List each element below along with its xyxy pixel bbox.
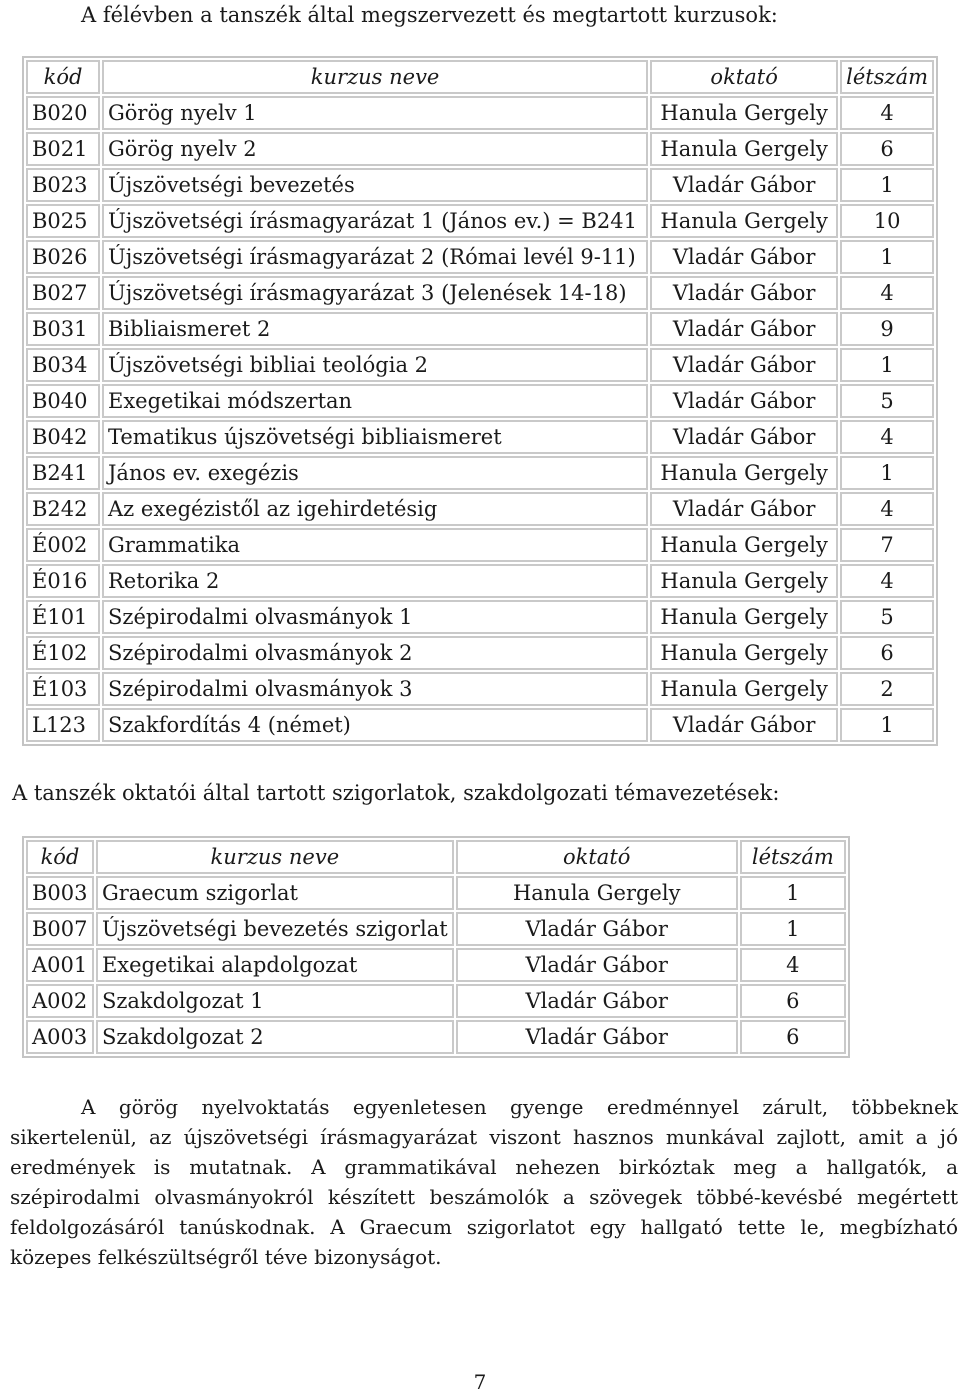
cell-headcount: 1 xyxy=(740,876,846,910)
cell-code: B026 xyxy=(26,240,100,274)
cell-headcount: 6 xyxy=(840,636,934,670)
cell-course-name: Görög nyelv 1 xyxy=(102,96,648,130)
cell-instructor: Vladár Gábor xyxy=(650,492,838,526)
column-header-instructor: oktató xyxy=(456,840,738,874)
table-row xyxy=(26,312,934,346)
table-row xyxy=(26,948,846,982)
cell-code: B020 xyxy=(26,96,100,130)
cell-code: É016 xyxy=(26,564,100,598)
cell-course-name: Szépirodalmi olvasmányok 2 xyxy=(102,636,648,670)
cell-instructor: Hanula Gergely xyxy=(650,456,838,490)
summary-paragraph xyxy=(10,1092,958,1272)
cell-course-name: Szépirodalmi olvasmányok 3 xyxy=(102,672,648,706)
cell-code: B025 xyxy=(26,204,100,238)
cell-headcount: 4 xyxy=(840,492,934,526)
table-row xyxy=(26,636,934,670)
table-row xyxy=(26,600,934,634)
cell-headcount: 5 xyxy=(840,600,934,634)
cell-headcount: 4 xyxy=(840,276,934,310)
cell-code: É102 xyxy=(26,636,100,670)
cell-course-name: János ev. exegézis xyxy=(102,456,648,490)
table-row xyxy=(26,240,934,274)
column-header-headcount: létszám xyxy=(740,840,846,874)
table-row xyxy=(26,132,934,166)
table-row xyxy=(26,564,934,598)
table-row xyxy=(26,492,934,526)
table-row xyxy=(26,168,934,202)
cell-course-name: Újszövetségi írásmagyarázat 1 (János ev.) = B241 xyxy=(102,204,648,238)
cell-instructor: Vladár Gábor xyxy=(650,348,838,382)
summary-text: A görög nyelvoktatás egyenletesen gyenge eredménnyel zárult, többeknek sikertelenül, az újszövetségi írásmagyarázat viszont hasznos munkával zajlott, amit a jó eredmények is mutatnak. A grammatikával nehezen birkóztak meg a hallgatók, a szépirodalmi olvasmányokról készített beszámolók a szövegek többé-kevésbé megértett feldolgozásáról tanúskodnak. A Graecum szigorlatot egy hallgató tette le, megbízható közepes felkészültségről téve bizonyságot. xyxy=(10,1095,958,1269)
page-number: 7 xyxy=(473,1370,487,1394)
cell-headcount: 1 xyxy=(840,240,934,274)
section-heading-courses: A félévben a tanszék által megszervezett és megtartott kurzusok: xyxy=(81,3,778,27)
exams-table xyxy=(22,836,850,1058)
cell-instructor: Hanula Gergely xyxy=(650,636,838,670)
cell-instructor: Hanula Gergely xyxy=(456,876,738,910)
cell-course-name: Újszövetségi bibliai teológia 2 xyxy=(102,348,648,382)
cell-code: L123 xyxy=(26,708,100,742)
cell-code: A001 xyxy=(26,948,94,982)
cell-code: B031 xyxy=(26,312,100,346)
cell-headcount: 1 xyxy=(740,912,846,946)
table-row xyxy=(26,912,846,946)
table-row xyxy=(26,984,846,1018)
cell-headcount: 9 xyxy=(840,312,934,346)
cell-headcount: 1 xyxy=(840,456,934,490)
cell-course-name: Graecum szigorlat xyxy=(96,876,454,910)
cell-course-name: Újszövetségi írásmagyarázat 2 (Római levél 9-11) xyxy=(102,240,648,274)
cell-headcount: 4 xyxy=(840,96,934,130)
cell-instructor: Vladár Gábor xyxy=(650,168,838,202)
cell-course-name: Görög nyelv 2 xyxy=(102,132,648,166)
cell-instructor: Vladár Gábor xyxy=(456,984,738,1018)
cell-course-name: Újszövetségi bevezetés szigorlat xyxy=(96,912,454,946)
table-row xyxy=(26,348,934,382)
cell-instructor: Hanula Gergely xyxy=(650,96,838,130)
cell-headcount: 6 xyxy=(840,132,934,166)
cell-instructor: Vladár Gábor xyxy=(456,948,738,982)
cell-instructor: Hanula Gergely xyxy=(650,672,838,706)
cell-instructor: Vladár Gábor xyxy=(456,1020,738,1054)
table-row xyxy=(26,384,934,418)
cell-code: É002 xyxy=(26,528,100,562)
table-row xyxy=(26,96,934,130)
cell-headcount: 1 xyxy=(840,168,934,202)
column-header-course-name: kurzus neve xyxy=(96,840,454,874)
cell-course-name: Szakfordítás 4 (német) xyxy=(102,708,648,742)
cell-course-name: Exegetikai alapdolgozat xyxy=(96,948,454,982)
cell-course-name: Szakdolgozat 1 xyxy=(96,984,454,1018)
courses-table xyxy=(22,56,938,746)
cell-headcount: 6 xyxy=(740,984,846,1018)
cell-headcount: 4 xyxy=(840,564,934,598)
cell-headcount: 7 xyxy=(840,528,934,562)
cell-headcount: 2 xyxy=(840,672,934,706)
cell-instructor: Vladár Gábor xyxy=(650,312,838,346)
table-row xyxy=(26,276,934,310)
table-row xyxy=(26,672,934,706)
cell-instructor: Vladár Gábor xyxy=(456,912,738,946)
cell-instructor: Hanula Gergely xyxy=(650,528,838,562)
column-header-code: kód xyxy=(26,840,94,874)
cell-instructor: Hanula Gergely xyxy=(650,600,838,634)
cell-headcount: 4 xyxy=(740,948,846,982)
cell-code: É101 xyxy=(26,600,100,634)
column-header-code: kód xyxy=(26,60,100,94)
cell-code: A003 xyxy=(26,1020,94,1054)
cell-code: B021 xyxy=(26,132,100,166)
cell-course-name: Exegetikai módszertan xyxy=(102,384,648,418)
cell-code: B242 xyxy=(26,492,100,526)
table-row xyxy=(26,876,846,910)
cell-instructor: Vladár Gábor xyxy=(650,420,838,454)
cell-course-name: Tematikus újszövetségi bibliaismeret xyxy=(102,420,648,454)
table-row xyxy=(26,528,934,562)
cell-code: A002 xyxy=(26,984,94,1018)
cell-headcount: 1 xyxy=(840,708,934,742)
column-header-instructor: oktató xyxy=(650,60,838,94)
cell-code: É103 xyxy=(26,672,100,706)
cell-code: B241 xyxy=(26,456,100,490)
table-row xyxy=(26,204,934,238)
cell-headcount: 1 xyxy=(840,348,934,382)
cell-course-name: Szakdolgozat 2 xyxy=(96,1020,454,1054)
cell-instructor: Hanula Gergely xyxy=(650,564,838,598)
cell-instructor: Vladár Gábor xyxy=(650,708,838,742)
column-header-headcount: létszám xyxy=(840,60,934,94)
cell-code: B042 xyxy=(26,420,100,454)
cell-instructor: Hanula Gergely xyxy=(650,204,838,238)
cell-code: B007 xyxy=(26,912,94,946)
cell-headcount: 5 xyxy=(840,384,934,418)
table-row xyxy=(26,708,934,742)
cell-course-name: Retorika 2 xyxy=(102,564,648,598)
cell-course-name: Bibliaismeret 2 xyxy=(102,312,648,346)
cell-instructor: Vladár Gábor xyxy=(650,276,838,310)
table-header-row xyxy=(26,60,934,94)
cell-course-name: Az exegézistől az igehirdetésig xyxy=(102,492,648,526)
column-header-course-name: kurzus neve xyxy=(102,60,648,94)
cell-code: B034 xyxy=(26,348,100,382)
cell-instructor: Vladár Gábor xyxy=(650,384,838,418)
cell-code: B003 xyxy=(26,876,94,910)
cell-instructor: Hanula Gergely xyxy=(650,132,838,166)
cell-course-name: Újszövetségi bevezetés xyxy=(102,168,648,202)
table-row xyxy=(26,420,934,454)
cell-instructor: Vladár Gábor xyxy=(650,240,838,274)
cell-course-name: Grammatika xyxy=(102,528,648,562)
cell-code: B027 xyxy=(26,276,100,310)
cell-headcount: 4 xyxy=(840,420,934,454)
cell-course-name: Szépirodalmi olvasmányok 1 xyxy=(102,600,648,634)
table-header-row xyxy=(26,840,846,874)
cell-code: B023 xyxy=(26,168,100,202)
cell-headcount: 6 xyxy=(740,1020,846,1054)
cell-headcount: 10 xyxy=(840,204,934,238)
table-row xyxy=(26,1020,846,1054)
table-row xyxy=(26,456,934,490)
section-heading-exams: A tanszék oktatói által tartott szigorlatok, szakdolgozati témavezetések: xyxy=(12,781,780,805)
cell-course-name: Újszövetségi írásmagyarázat 3 (Jelenések 14-18) xyxy=(102,276,648,310)
cell-code: B040 xyxy=(26,384,100,418)
